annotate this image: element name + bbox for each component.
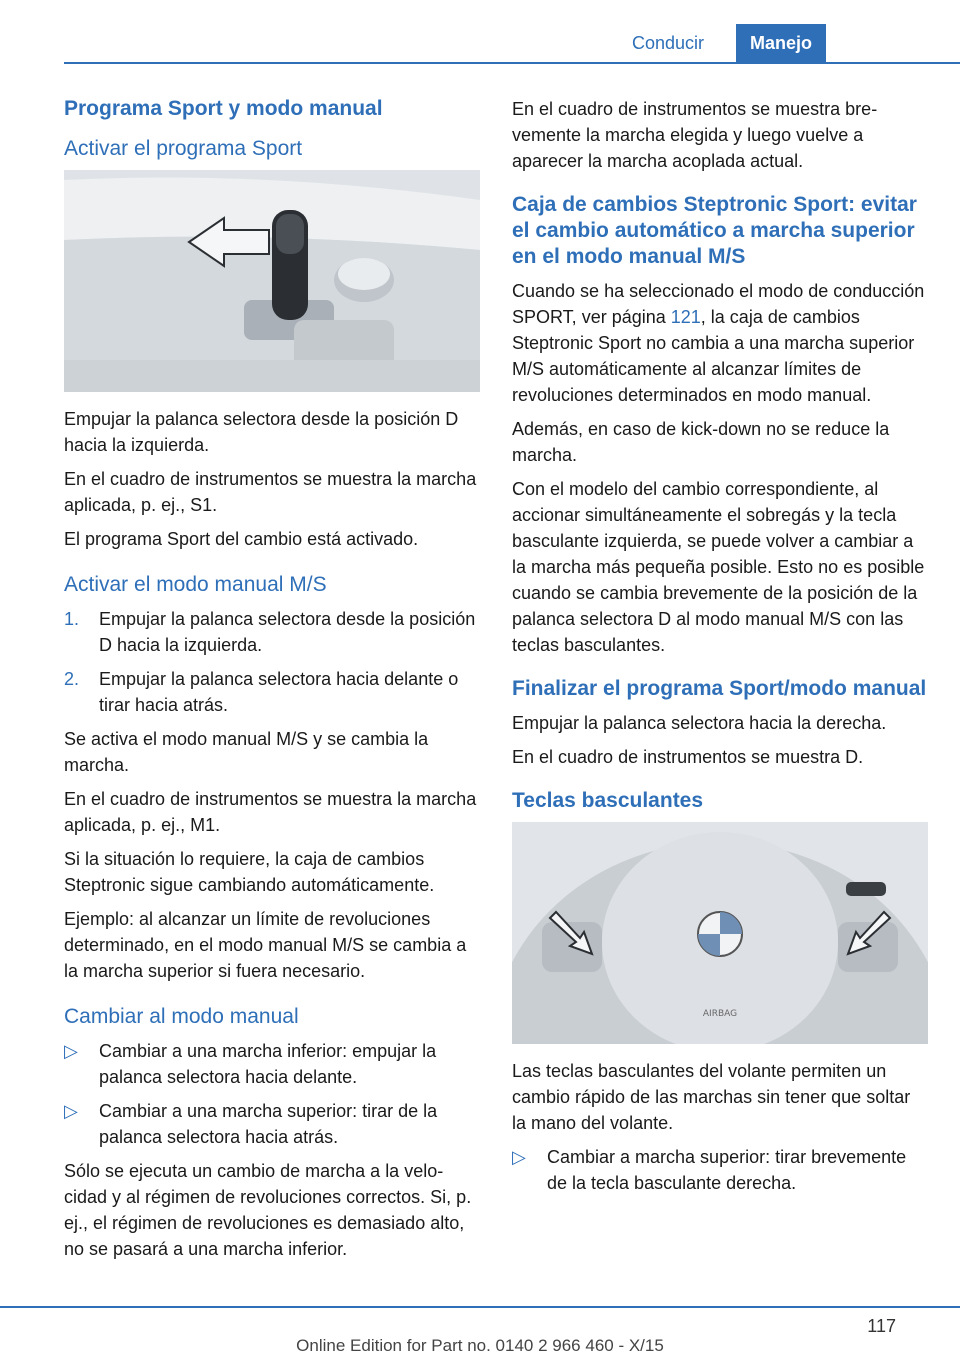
list-item [64, 1098, 480, 1150]
triangle-bullet-icon: ▷ [64, 1041, 78, 1061]
left-column [64, 96, 480, 1270]
bullet-text: Cambiar a una marcha superior: tirar de la palanca selectora hacia atrás. [99, 1101, 438, 1147]
paragraph: En el cuadro de instrumentos se muestra la marcha aplicada, p. ej., M1. [64, 789, 477, 835]
bullet-text: Cambiar a marcha superior: tirar brevemente de la tecla basculante derecha. [547, 1147, 907, 1193]
paragraph: En el cuadro de instrumentos se muestra brevemente la marcha elegida y luego vuelve a aparecer la marcha acoplada actual. [512, 99, 878, 171]
step-number: 2. [64, 669, 80, 689]
header-chapter-tab[interactable]: Manejo [736, 24, 826, 62]
paragraph: En el cuadro de instrumentos se muestra la marcha aplicada, p. ej., S1. [64, 469, 477, 515]
edition-text: Online Edition for Part no. 0140 2 966 460 - X/15 [296, 1336, 664, 1355]
gear-selector-image [64, 170, 480, 392]
steering-wheel-illustration [512, 822, 928, 1044]
footer-rule [0, 1306, 960, 1308]
heading-activate-sport: Activar el programa Sport [64, 137, 303, 160]
list-item [64, 666, 480, 718]
steering-wheel-image [512, 822, 928, 1044]
paragraph: Empujar la palanca selectora hacia la derecha. [512, 713, 887, 733]
paragraph [512, 278, 928, 408]
page-number: 117 [867, 1316, 896, 1336]
paragraph: En el cuadro de instrumentos se muestra D. [512, 747, 864, 767]
step-text: Empujar la palanca selectora desde la posición D hacia la izquierda. [99, 609, 476, 655]
paragraph: Con el modelo del cambio correspondiente, al accionar simultáneamente el sobregás y la tecla basculante izquierda, se puede volver a cambiar a la marcha más pequeña posible. Esto no es posible cuando se cambia brevemente de la posición de la palanca selectora D al modo manual M/S con las teclas basculantes. [512, 479, 925, 655]
paragraph: El programa Sport del cambio está activado. [64, 529, 419, 549]
heading-finish-sport: Finalizar el programa Sport/modo manual [512, 677, 927, 700]
heading-steptronic-sport: Caja de cambios Steptronic Sport: evitar el cambio automático a marcha superior en el modo manual M/S [512, 193, 917, 268]
page-header [64, 0, 960, 64]
triangle-bullet-icon: ▷ [512, 1147, 526, 1167]
paragraph-text: , la caja de cambios Steptronic Sport no cambia a una marcha superior M/S automáticamente al alcanzar límites de revoluciones determinados en modo manual. [512, 307, 915, 405]
paragraph: Ejemplo: al alcanzar un límite de revoluciones determinado, en el modo manual M/S se cambia a la marcha superior si fuera necesario. [64, 909, 467, 981]
heading-sport-program: Programa Sport y modo manual [64, 97, 383, 120]
page-reference-link[interactable]: 121 [670, 307, 701, 327]
list-item [512, 1144, 928, 1196]
paragraph: Se activa el modo manual M/S y se cambia la marcha. [64, 729, 429, 775]
paragraph: Empujar la palanca selectora desde la posición D hacia la izquierda. [64, 409, 459, 455]
bullet-text: Cambiar a una marcha inferior: empujar la palanca selectora hacia delante. [99, 1041, 437, 1087]
right-column [512, 96, 928, 1204]
gear-selector-illustration [64, 170, 480, 392]
paragraph: Sólo se ejecuta un cambio de marcha a la velocidad y al régimen de revoluciones correctos. Si, p. ej., el régimen de revoluciones es demasiado alto, no se pasará a una marcha inferior. [64, 1161, 472, 1259]
list-item [64, 1038, 480, 1090]
step-text: Empujar la palanca selectora hacia delante o tirar hacia atrás. [99, 669, 459, 715]
step-number: 1. [64, 609, 80, 629]
paragraph-text: Cuando se ha seleccionado el modo de conducción SPORT, ver página [512, 281, 925, 327]
heading-change-manual: Cambiar al modo manual [64, 1005, 299, 1028]
airbag-label: AIRBAG [702, 1009, 738, 1019]
triangle-bullet-icon: ▷ [64, 1101, 78, 1121]
paragraph: Las teclas basculantes del volante permiten un cambio rápido de las marchas sin tener que soltar la mano del volante. [512, 1061, 911, 1133]
heading-activate-manual: Activar el modo manual M/S [64, 573, 327, 596]
paragraph: Además, en caso de kick-down no se reduce la marcha. [512, 419, 890, 465]
list-item [64, 606, 480, 658]
heading-paddles: Teclas basculantes [512, 789, 704, 812]
header-section-label[interactable]: Conducir [632, 33, 705, 53]
paragraph: Si la situación lo requiere, la caja de cambios Steptronic sigue cambiando automáticamente. [64, 849, 435, 895]
